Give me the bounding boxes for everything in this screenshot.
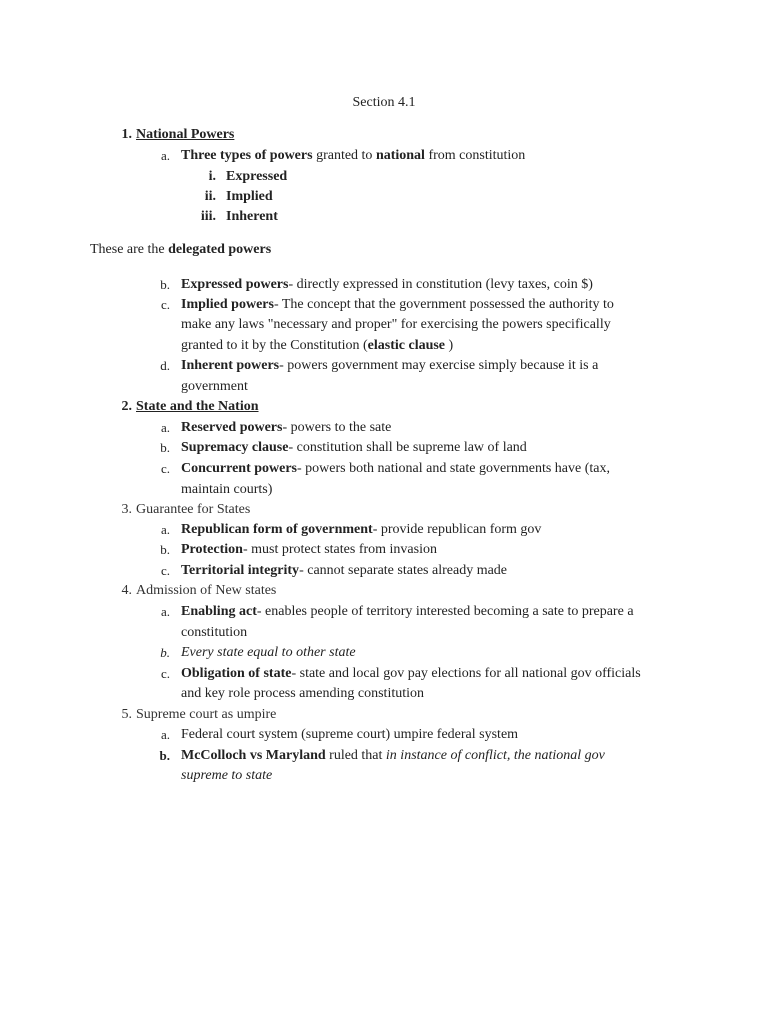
list-marker: c.: [160, 297, 170, 312]
list-item-continuation: and key role process amending constitution: [181, 686, 424, 701]
term: Implied powers: [181, 297, 274, 312]
section-heading: [136, 397, 259, 417]
list-marker: b.: [160, 440, 170, 455]
text: - powers to the sate: [282, 420, 392, 435]
term: Territorial integrity: [181, 563, 300, 578]
text: - powers government may exercise simply because it is a: [279, 358, 599, 373]
text: - provide republican form gov: [372, 522, 542, 537]
heading-text: State and the Nation: [136, 399, 259, 414]
list-item-continuation: make any laws "necessary and proper" for exercising the powers specifically: [181, 317, 611, 332]
text: - state and local gov pay elections for all national gov officials: [291, 666, 641, 681]
list-item: [181, 664, 641, 684]
section-number: 3.: [121, 502, 132, 517]
list-marker: a.: [160, 522, 170, 537]
section-number: 1.: [121, 127, 132, 142]
list-marker: a.: [160, 420, 170, 435]
roman-marker: i.: [208, 169, 216, 184]
list-item: [181, 520, 541, 540]
italic-text: in instance of conflict, the national gov: [385, 748, 605, 763]
list-marker: c.: [160, 666, 170, 681]
section-heading: [136, 125, 234, 145]
text: from constitution: [424, 148, 526, 163]
term: Three types of powers: [181, 148, 313, 163]
roman-item: Expressed: [226, 169, 288, 184]
text: - enables people of territory interested becoming a sate to prepare a: [256, 604, 634, 619]
list-marker: c.: [160, 461, 170, 476]
delegated-powers-note: [90, 240, 271, 260]
italic-text: supreme to state: [181, 768, 273, 783]
list-marker: a.: [160, 727, 170, 742]
text: - The concept that the government possessed the authority to: [273, 297, 614, 312]
term: Reserved powers: [181, 420, 283, 435]
term: national: [375, 148, 425, 163]
term: Obligation of state: [181, 666, 292, 681]
section-number: 5.: [121, 707, 132, 722]
page-title: Section 4.1: [352, 95, 416, 110]
text: granted to: [312, 148, 376, 163]
text: - directly expressed in constitution (levy taxes, coin $): [288, 277, 593, 292]
list-item: [181, 561, 507, 581]
roman-item: Implied: [226, 189, 273, 204]
section-number: 4.: [121, 583, 132, 598]
section-heading: Supreme court as umpire: [136, 707, 277, 722]
roman-marker: iii.: [200, 209, 216, 224]
list-marker: a.: [160, 148, 170, 163]
list-marker: d.: [160, 358, 170, 373]
term: delegated powers: [168, 242, 272, 257]
term: Protection: [181, 542, 243, 557]
term: Enabling act: [181, 604, 257, 619]
text: ): [445, 338, 454, 353]
term: Inherent powers: [181, 358, 280, 373]
roman-item: Inherent: [226, 209, 278, 224]
text: - powers both national and state governments have (tax,: [297, 461, 610, 476]
term: Expressed powers: [181, 277, 289, 292]
list-item: [181, 356, 598, 376]
list-item: [181, 146, 525, 166]
list-item: [181, 295, 614, 315]
list-marker: b.: [160, 645, 170, 660]
term: McColloch vs Maryland: [181, 748, 326, 763]
list-item-continuation: [181, 336, 453, 356]
term: Republican form of government: [181, 522, 373, 537]
list-item: [181, 540, 437, 560]
section-heading: Admission of New states: [136, 583, 277, 598]
list-marker: b.: [160, 542, 170, 557]
list-marker: a.: [160, 604, 170, 619]
list-item: [181, 275, 593, 295]
list-item: [181, 602, 634, 622]
list-marker: c.: [160, 563, 170, 578]
text: These are the: [90, 242, 169, 257]
term: elastic clause: [367, 338, 446, 353]
list-marker: b.: [160, 277, 170, 292]
term: Supremacy clause: [181, 440, 289, 455]
list-item: [181, 438, 527, 458]
list-item-continuation: constitution: [181, 625, 248, 640]
section-number: 2.: [121, 399, 132, 414]
list-item-continuation: [181, 766, 272, 786]
text: ruled that: [325, 748, 386, 763]
section-heading: Guarantee for States: [136, 502, 251, 517]
list-item: [181, 746, 605, 766]
text: - must protect states from invasion: [242, 542, 437, 557]
roman-marker: ii.: [204, 189, 216, 204]
list-item: [181, 643, 356, 663]
heading-text: National Powers: [136, 127, 235, 142]
text: - constitution shall be supreme law of land: [288, 440, 527, 455]
list-item-continuation: maintain courts): [181, 482, 273, 497]
text: granted to it by the Constitution (: [181, 338, 368, 353]
italic-text: Every state equal to other state: [181, 645, 356, 660]
term: Concurrent powers: [181, 461, 298, 476]
list-item-continuation: government: [181, 379, 248, 394]
text: - cannot separate states already made: [299, 563, 508, 578]
list-item: Federal court system (supreme court) umpire federal system: [181, 727, 519, 742]
list-item: [181, 459, 610, 479]
list-marker: b.: [159, 748, 170, 763]
list-item: [181, 418, 391, 438]
